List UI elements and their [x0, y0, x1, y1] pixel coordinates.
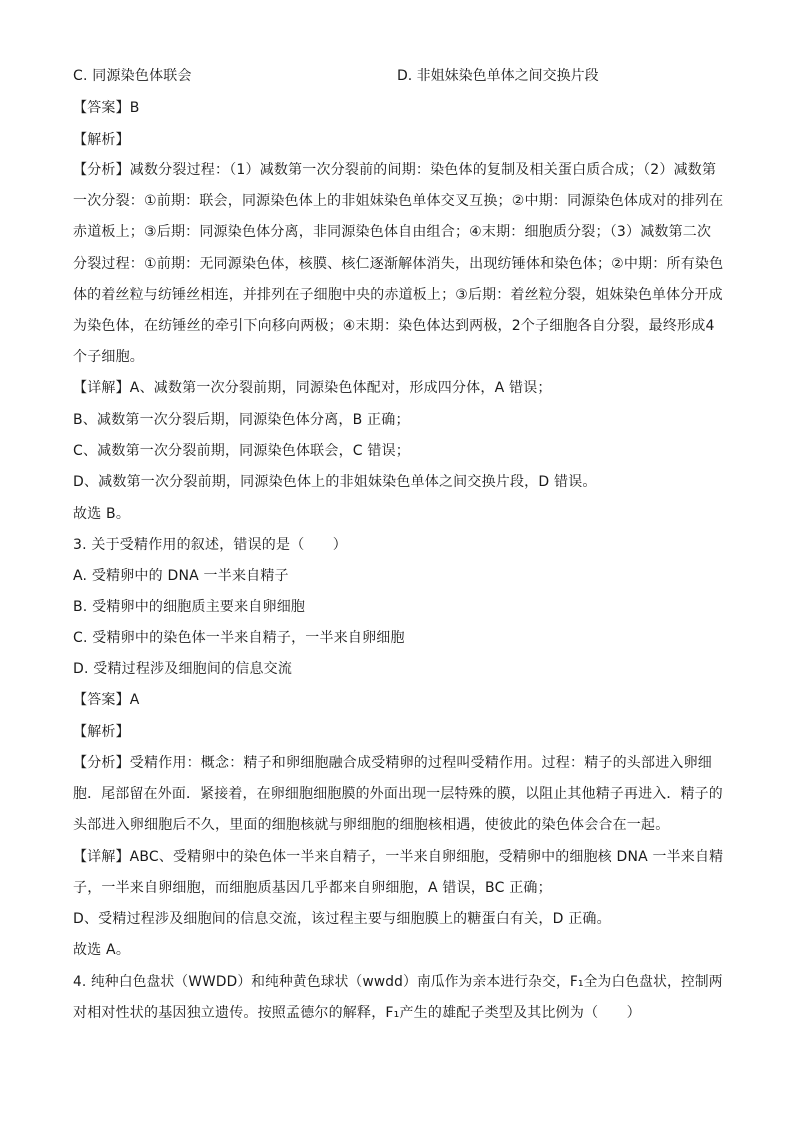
q2-detail-line: D、减数第一次分裂前期，同源染色体上的非姐妹染色单体之间交换片段，D 错误。: [73, 474, 597, 490]
q4-stem-line: 对相对性状的基因独立遗传。按照孟德尔的解释，F₁产生的雄配子类型及其比例为（ ）: [73, 1005, 641, 1021]
q2-answer: 【答案】B: [73, 100, 140, 116]
q3-detail-line: 子，一半来自卵细胞，而细胞质基因几乎都来自卵细胞，A 错误，BC 正确；: [73, 880, 552, 896]
q3-analysis-heading: 【解析】: [73, 724, 130, 740]
option-d-prev: D. 非姐妹染色单体之间交换片段: [397, 68, 599, 84]
q3-stem: 3. 关于受精作用的叙述，错误的是（ ）: [73, 537, 348, 553]
q3-analysis-line: 胞．尾部留在外面．紧接着，在卵细胞细胞膜的外面出现一层特殊的膜，以阻止其他精子再进入．精子的: [73, 786, 723, 802]
q2-detail-line: B、减数第一次分裂后期，同源染色体分离，B 正确；: [73, 412, 410, 428]
q3-analysis-line: 头部进入卵细胞后不久，里面的细胞核就与卵细胞的细胞核相遇，使彼此的染色体会合在一起。: [73, 817, 670, 833]
q3-conclusion: 故选 A。: [73, 942, 131, 958]
q3-detail-line: D、受精过程涉及细胞间的信息交流，该过程主要与细胞膜上的糖蛋白有关，D 正确。: [73, 911, 611, 927]
q2-detail-line: 【详解】A、减数第一次分裂前期，同源染色体配对，形成四分体，A 错误；: [73, 380, 552, 396]
q3-option-b: B. 受精卵中的细胞质主要来自卵细胞: [73, 599, 306, 615]
q3-option-a: A. 受精卵中的 DNA 一半来自精子: [73, 568, 289, 584]
q2-conclusion: 故选 B。: [73, 506, 131, 522]
q2-analysis-line: 赤道板上；③后期：同源染色体分离，非同源染色体自由组合；④末期：细胞质分裂；（3）减数第二次: [73, 224, 712, 240]
q2-analysis-line: 为染色体，在纺锤丝的牵引下向移向两极；④末期：染色体达到两极，2个子细胞各自分裂，最终形成4: [73, 318, 715, 334]
q3-option-c: C. 受精卵中的染色体一半来自精子，一半来自卵细胞: [73, 630, 405, 646]
q2-analysis-heading: 【解析】: [73, 132, 130, 148]
q3-answer: 【答案】A: [73, 692, 140, 708]
q2-detail-line: C、减数第一次分裂前期，同源染色体联会，C 错误；: [73, 443, 410, 459]
q3-analysis-line: 【分析】受精作用：概念：精子和卵细胞融合成受精卵的过程叫受精作用。过程：精子的头部进入卵细: [73, 755, 712, 771]
q2-analysis-line: 个子细胞。: [73, 349, 144, 365]
q3-detail-line: 【详解】ABC、受精卵中的染色体一半来自精子，一半来自卵细胞，受精卵中的细胞核 DNA 一半来自精: [73, 849, 724, 865]
q2-analysis-line: 分裂过程：①前期：无同源染色体，核膜、核仁逐渐解体消失，出现纺锤体和染色体；②中期：所有染色: [73, 256, 724, 272]
option-c-prev: C. 同源染色体联会: [73, 68, 192, 84]
q2-analysis-line: 体的着丝粒与纺锤丝相连，并排列在子细胞中央的赤道板上；③后期：着丝粒分裂，姐妹染色单体分开成: [73, 287, 723, 303]
q2-analysis-line: 【分析】减数分裂过程：（1）减数第一次分裂前的间期：染色体的复制及相关蛋白质合成；（2）减数第: [73, 162, 717, 178]
q2-analysis-line: 一次分裂：①前期：联会，同源染色体上的非姐妹染色单体交叉互换；②中期：同源染色体成对的排列在: [73, 193, 724, 209]
q3-option-d: D. 受精过程涉及细胞间的信息交流: [73, 661, 293, 677]
q4-stem-line: 4. 纯种白色盘状（WWDD）和纯种黄色球状（wwdd）南瓜作为亲本进行杂交，F₁全为白色盘状，控制两: [73, 974, 723, 990]
